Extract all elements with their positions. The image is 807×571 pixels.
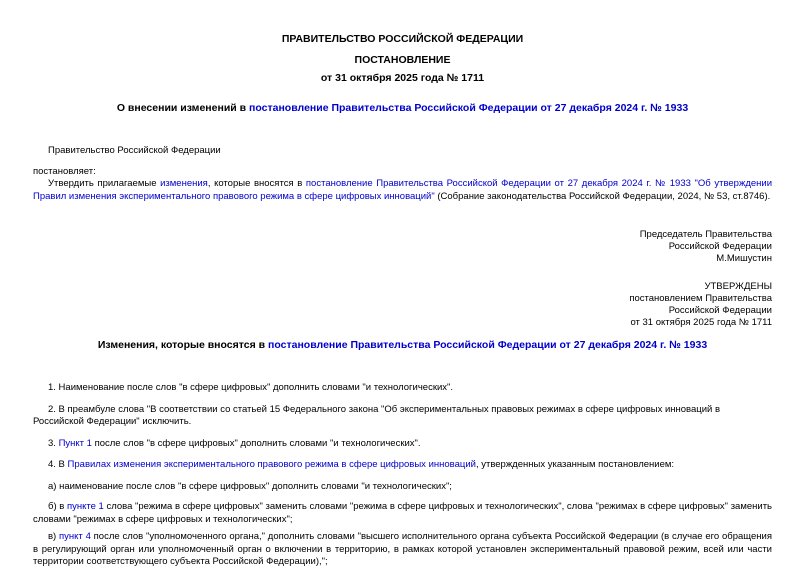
text-run: после слов "уполномоченного органа," дополнить словами "высшего исполнительного органа субъекта Российской Федерации (в случае его обращения в регулирующий орган или уполномоченный орган о включении в территорию, в рамках которой установлен экспериментальный правовой режим, всей или части территории соответствующего субъекта Российской Федерации),"; [33, 531, 772, 567]
text-run: слова "режима в сфере цифровых" заменить словами "режима в сфере цифровых и технологических", слова "режимах в сфере цифровых" заменить словами "режимах в сфере цифровых и технологических"; [33, 501, 773, 525]
text-run: 1. Наименование после слов "в сфере цифровых" дополнить словами "и технологических". [48, 382, 454, 393]
text-run: б) в [48, 501, 67, 512]
text-run: а) наименование после слов "в сфере цифровых" дополнить словами "и технологических"; [48, 480, 452, 492]
approval-line: Российской Федерации [668, 305, 772, 316]
text-run: 4. В [48, 459, 68, 470]
text-run: 3. [48, 437, 59, 449]
enacting-words: постановляет: [33, 165, 96, 177]
text-run: О внесении изменений в [116, 102, 250, 114]
doc-link[interactable]: постановление Правительства Российской Федерации от 27 декабря 2024 г. № 1933 [249, 102, 689, 114]
text-run: в) [48, 531, 60, 542]
resolution-paragraph [33, 178, 772, 203]
approval-line: УТВЕРЖДЕНЫ [704, 281, 772, 292]
approval-line: от 31 октября 2025 года № 1711 [630, 317, 772, 328]
doc-link[interactable]: пункте 1 [66, 501, 104, 512]
approval-line: постановлением Правительства [629, 293, 772, 304]
doc-link[interactable]: пункт 4 [59, 531, 91, 542]
changes-item-2 [33, 404, 772, 429]
doc-authority: ПРАВИТЕЛЬСТВО РОССИЙСКОЙ ФЕДЕРАЦИИ [281, 33, 524, 45]
signature-line: М.Мишустин [716, 253, 772, 264]
text-run: (Собрание законодательства Российской Федерации, 2024, № 53, ст.8746). [434, 190, 771, 202]
doc-type: ПОСТАНОВЛЕНИЕ [354, 54, 451, 66]
doc-link[interactable]: постановление Правительства Российской Федерации от 27 декабря 2024 г. № 1933 "Об утверждении Правил изменения экспериментального правового режима в сфере цифровых инноваций" [33, 178, 773, 202]
preamble: Правительство Российской Федерации [48, 145, 221, 156]
doc-title [33, 102, 772, 115]
approval-block [33, 281, 772, 329]
text-run: Изменения, которые вносятся в [97, 339, 269, 351]
text-run: , утвержденных указанным постановлением: [475, 459, 675, 470]
changes-heading [33, 339, 772, 352]
doc-link[interactable]: Правилах изменения экспериментального правового режима в сфере цифровых инноваций [67, 459, 476, 470]
signature-block [33, 229, 772, 265]
changes-item-1 [33, 382, 772, 395]
signature-line: Российской Федерации [668, 241, 772, 252]
text-run: , которые вносятся в [207, 178, 306, 189]
changes-item-3 [33, 438, 772, 451]
changes-item-4a [33, 481, 772, 494]
text-run: Утвердить прилагаемые [48, 178, 161, 189]
changes-item-4 [33, 459, 772, 472]
signature-line: Председатель Правительства [639, 229, 772, 240]
doc-date-number: от 31 октября 2025 года № 1711 [320, 72, 485, 84]
text-run: 2. В преамбуле слова "В соответствии со статьей 15 Федерального закона "Об экспериментальных правовых режимах в сфере цифровых инноваций в Российской Федерации" исключить. [33, 403, 721, 427]
text-run: после слов "в сфере цифровых" дополнить словами "и технологических". [91, 437, 421, 449]
changes-item-4v [33, 531, 772, 569]
doc-link[interactable]: изменения [160, 178, 208, 189]
doc-link[interactable]: Пункт 1 [58, 437, 92, 449]
changes-item-4b [33, 501, 772, 526]
doc-link[interactable]: постановление Правительства Российской Федерации от 27 декабря 2024 г. № 1933 [268, 339, 708, 351]
